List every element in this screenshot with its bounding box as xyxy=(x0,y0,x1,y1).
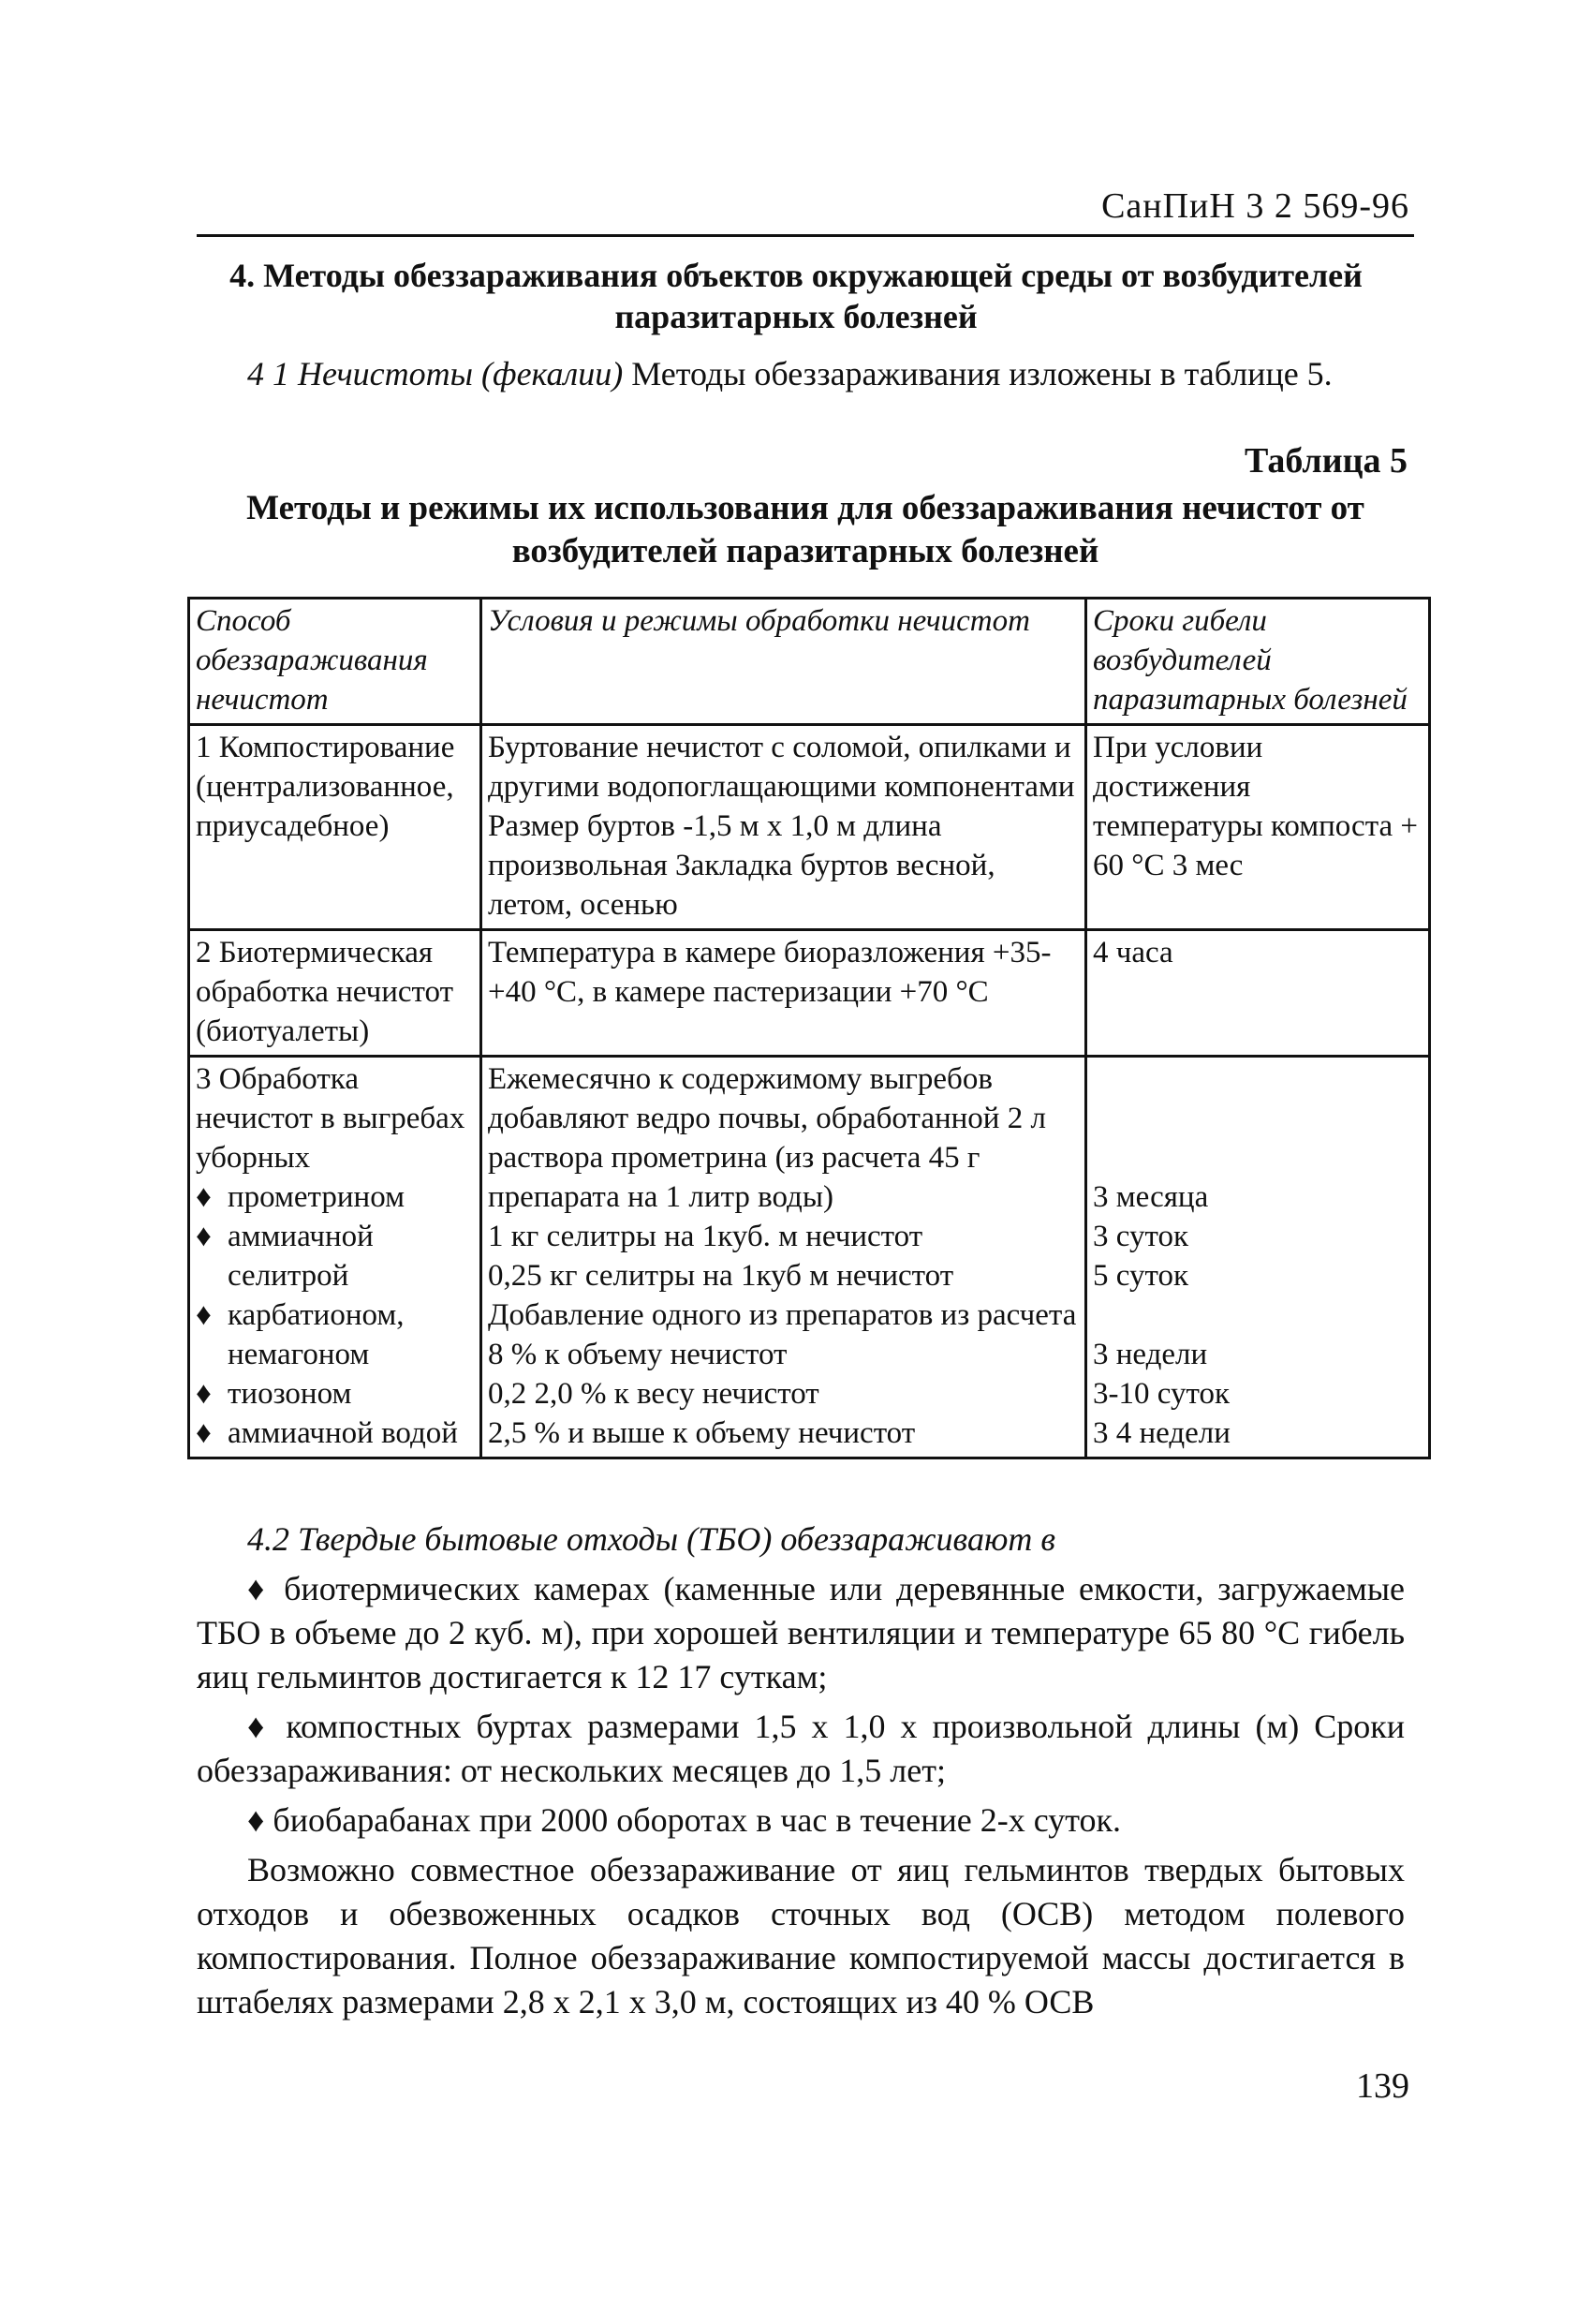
time-cell xyxy=(1086,1057,1430,1458)
subheading: 4.2 Твердые бытовые отходы (ТБО) обеззараживают в xyxy=(247,1520,1055,1558)
body-text xyxy=(197,1517,1405,2030)
spacer xyxy=(1093,1099,1422,1138)
header-cell-conditions: Условия и режимы обработки нечистот xyxy=(481,599,1086,725)
agent-item: ♦ карбатионом, немагоном xyxy=(196,1295,474,1374)
table-5 xyxy=(187,597,1431,1459)
spacer xyxy=(1093,1138,1422,1177)
table-label: Таблица 5 xyxy=(1244,441,1408,481)
condition-item: 0,25 кг селитры на 1куб м нечистот xyxy=(488,1259,954,1293)
header-cell-method: Способ обеззараживания нечистот xyxy=(189,599,481,725)
page-number: 139 xyxy=(1356,2066,1409,2106)
conditions-cell: Буртование нечистот с соломой, опилками и другими водопоглащающими компонентами Размер буртов -1,5 м х 1,0 м длина произвольная Закладка буртов весной, летом, осенью xyxy=(481,725,1086,930)
body-paragraph: Возможно совместное обеззараживание от яиц гельминтов твердых бытовых отходов и обезвоженных осадков сточных вод (ОСВ) методом полевого компостирования. Полное обеззараживание компостируемой массы достигается в штабелях размерами 2,8 х 2,1 х 3,0 м, состоящих из 40 % ОСВ xyxy=(197,1851,1405,2021)
condition-item: Добавление одного из препаратов из расчета 8 % к объему нечистот xyxy=(488,1298,1077,1371)
method-cell: 1 Компостирование (централизованное, приусадебное) xyxy=(189,725,481,930)
agent-item: ♦ прометрином xyxy=(196,1177,474,1217)
table-title: Методы и режимы их использования для обеззараживания нечистот от возбудителей паразитарных болезней xyxy=(246,489,1364,570)
time-item: 3 суток xyxy=(1093,1220,1188,1253)
bullet-paragraph: ♦ биобарабанах при 2000 оборотах в час в течение 2-х суток. xyxy=(197,1799,1405,1843)
spacer xyxy=(1093,1059,1422,1099)
intro-paragraph xyxy=(197,351,1405,396)
condition-item: 0,2 2,0 % к весу нечистот xyxy=(488,1377,819,1411)
table-header-row xyxy=(189,599,1430,725)
method-intro: 3 Обработка нечистот в выгребах уборных xyxy=(196,1062,465,1175)
spacer xyxy=(1093,1295,1422,1335)
conditions-cell: Температура в камере биоразложения +35-+40 °С, в камере пастеризации +70 °С xyxy=(481,930,1086,1057)
table-row xyxy=(189,930,1430,1057)
time-item: 3 месяца xyxy=(1093,1180,1209,1214)
time-item: 5 суток xyxy=(1093,1259,1188,1293)
intro-text: Методы обеззараживания изложены в таблице 5. xyxy=(631,355,1333,392)
agent-item: ♦ аммиачной водой xyxy=(196,1414,474,1453)
bullet-paragraph: ♦ компостных буртах размерами 1,5 х 1,0 х произвольной длины (м) Сроки обеззараживания: от нескольких месяцев до 1,5 лет; xyxy=(197,1705,1405,1793)
conditions-intro: Ежемесячно к содержимому выгребов добавляют ведро почвы, обработанной 2 л раствора прометрина (из расчета 45 г препарата на 1 литр воды) xyxy=(488,1062,1046,1214)
method-cell xyxy=(189,1057,481,1458)
time-item: 3 4 недели xyxy=(1093,1416,1231,1450)
header-cell-time: Сроки гибели возбудителей паразитарных болезней xyxy=(1086,599,1430,725)
time-item: 3 недели xyxy=(1093,1338,1208,1371)
agent-item: ♦ тиозоном xyxy=(196,1374,474,1414)
method-cell: 2 Биотермическая обработка нечистот (биотуалеты) xyxy=(189,930,481,1057)
intro-lead: 4 1 Нечистоты (фекалии) xyxy=(247,355,624,392)
condition-item: 2,5 % и выше к объему нечистот xyxy=(488,1416,916,1450)
table-row xyxy=(189,1057,1430,1458)
header-divider xyxy=(197,234,1414,237)
agent-item: ♦ аммиачной селитрой xyxy=(196,1217,474,1295)
document-code: СанПиН 3 2 569-96 xyxy=(1101,186,1409,226)
time-cell: 4 часа xyxy=(1086,930,1430,1057)
condition-item: 1 кг селитры на 1куб. м нечистот xyxy=(488,1220,923,1253)
conditions-cell xyxy=(481,1057,1086,1458)
bullet-paragraph: ♦ биотермических камерах (каменные или деревянные емкости, загружаемые ТБО в объеме до 2 куб. м), при хорошей вентиляции и температуре 65 80 °С гибель яиц гельминтов достигается к 12 17 суткам; xyxy=(197,1567,1405,1699)
time-item: 3-10 суток xyxy=(1093,1377,1230,1411)
section-title: 4. Методы обеззараживания объектов окружающей среды от возбудителей паразитарных болезней xyxy=(229,257,1363,335)
table-row xyxy=(189,725,1430,930)
time-cell: При условии достижения температуры компоста + 60 °С 3 мес xyxy=(1086,725,1430,930)
